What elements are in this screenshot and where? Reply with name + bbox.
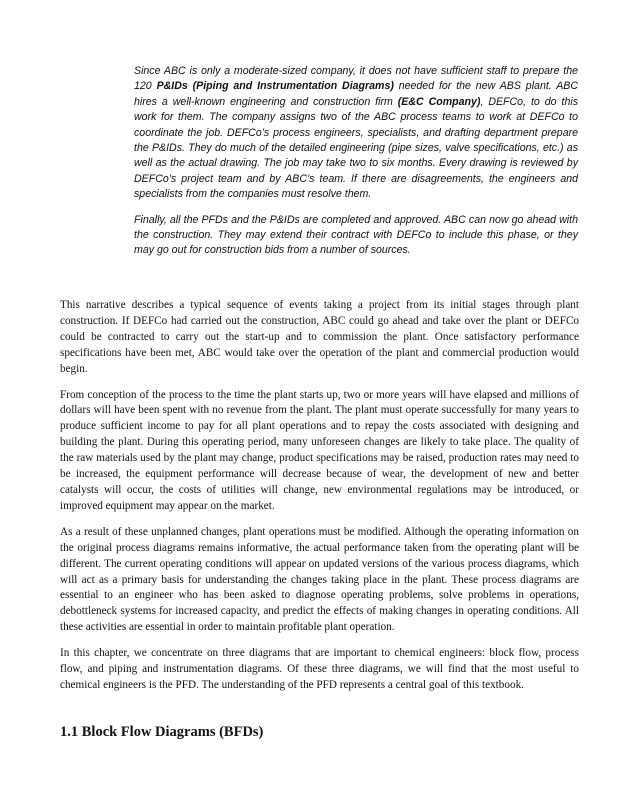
quote-paragraph-1-text-e: , DEFCo, to do this work for them. The company assigns two of the ABC process teams to work at DEFCo to coordinate the job. DEFCo’s process engineers, specialists, and drafting department prepare the P&IDs. They do much of the detailed engineering (pipe sizes, valve specifications, etc.) as well as the actual drawing. The job may take two to six months. Every drawing is reviewed by DEFCo’s project team and by ABC’s team. If there are disagreements, the engineers and specialists from the companies must resolve them. <box>134 95 578 201</box>
quote-paragraph-1-text-a: Since ABC is only a moderate-sized company, it does not have sufficient staff to prepare the 120 <box>134 65 578 93</box>
quote-paragraph-2: Finally, all the PFDs and the P&IDs are completed and approved. ABC can now go ahead with the construction. They may extend their contract with DEFCo to include this phase, or they may go out for construction bids from a number of sources. <box>134 213 578 257</box>
body-paragraph-3: As a result of these unplanned changes, plant operations must be modified. Although the operating information on the original process diagrams remains informative, the actual performance taken from the operating plant will be different. The current operating conditions will appear on updated versions of the various process diagrams, which will act as a primary basis for understanding the changes taking place in the plant. These process diagrams are essential to an engineer who has been asked to diagnose operating problems, solve problems in operations, debottleneck systems for increased capacity, and predict the effects of making changes in operating conditions. All these activities are essential in order to maintain profitable plant operation. <box>60 525 579 634</box>
quote-paragraph-1-text-c: needed for the new ABS plant. ABC hires a well-known engineering and construction firm <box>134 80 578 108</box>
body-paragraph-1: This narrative describes a typical sequence of events taking a project from its initial stages through plant construction. If DEFCo had carried out the construction, ABC could go ahead and take over the plant or DEFCo could be contracted to carry out the start-up and to commission the plant. Once satisfactory performance specifications have been met, ABC would take over the operation of the plant and commercial production would begin. <box>60 299 579 375</box>
quote-paragraph-1 <box>134 64 578 203</box>
body-text <box>60 298 579 704</box>
narrative-quote-block <box>134 64 578 269</box>
body-paragraph-2: From conception of the process to the time the plant starts up, two or more years will have elapsed and millions of dollars will have been spent with no revenue from the plant. The plant must operate successfully for many years to produce sufficient income to pay for all plant operations and to repay the costs associated with designing and building the plant. During this operating period, many unforeseen changes are likely to take place. The quality of the raw materials used by the plant may change, product specifications may be raised, production rates may need to be increased, the equipment performance will decrease because of wear, the development of new and better catalysts will occur, the costs of utilities will change, new environmental regulations may be introduced, or improved equipment may appear on the market. <box>60 388 579 512</box>
body-paragraph-4: In this chapter, we concentrate on three diagrams that are important to chemical engineers: block flow, process flow, and piping and instrumentation diagrams. Of these three diagrams, we will find that the most useful to chemical engineers is the PFD. The understanding of the PFD represents a central goal of this textbook. <box>60 647 579 691</box>
section-heading: 1.1 Block Flow Diagrams (BFDs) <box>60 724 264 740</box>
quote-paragraph-1-bold-pids: P&IDs (Piping and Instrumentation Diagrams) <box>156 80 394 93</box>
quote-paragraph-1-bold-ec-company: (E&C Company) <box>397 95 481 108</box>
